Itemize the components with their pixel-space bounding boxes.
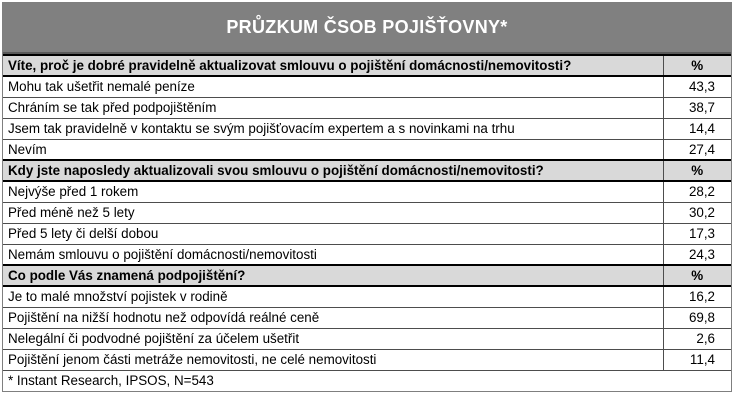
answer-value: 30,2	[663, 202, 731, 223]
answer-row	[3, 139, 731, 160]
answer-row	[3, 97, 731, 118]
answer-value: 11,4	[663, 349, 731, 370]
percent-header: %	[663, 55, 731, 76]
answer-value: 17,3	[663, 223, 731, 244]
answer-row	[3, 76, 731, 97]
answer-row	[3, 223, 731, 244]
percent-header: %	[663, 160, 731, 181]
source-footnote: * Instant Research, IPSOS, N=543	[8, 372, 214, 388]
answer-row	[3, 118, 731, 139]
answer-row	[3, 349, 731, 370]
answer-label: Nejvýše před 1 rokem	[3, 181, 663, 202]
answer-label: Před méně než 5 lety	[3, 202, 663, 223]
answer-row	[3, 307, 731, 328]
answer-label: Pojištění na nižší hodnotu než odpovídá reálné ceně	[3, 307, 663, 328]
answer-row	[3, 328, 731, 349]
answer-row	[3, 181, 731, 202]
answer-label: Před 5 lety či delší dobou	[3, 223, 663, 244]
answer-label: Pojištění jenom části metráže nemovitosti, ne celé nemovitosti	[3, 349, 663, 370]
survey-title: PRŮZKUM ČSOB POJIŠŤOVNY*	[3, 3, 731, 54]
answer-row	[3, 286, 731, 307]
answer-label: Jsem tak pravidelně v kontaktu se svým pojišťovacím expertem a s novinkami na trhu	[3, 118, 663, 139]
answer-value: 28,2	[663, 181, 731, 202]
question-text: Kdy jste naposledy aktualizovali svou smlouvu o pojištění domácnosti/nemovitosti?	[3, 160, 663, 181]
answer-label: Nevím	[3, 139, 663, 160]
answer-label: Mohu tak ušetřit nemalé peníze	[3, 76, 663, 97]
answer-label: Chráním se tak před podpojištěním	[3, 97, 663, 118]
answer-value: 14,4	[663, 118, 731, 139]
answer-value: 16,2	[663, 286, 731, 307]
question-row	[3, 265, 731, 286]
answer-value: 27,4	[663, 139, 731, 160]
question-text: Co podle Vás znamená podpojištění?	[3, 265, 663, 286]
survey-results-table	[3, 54, 731, 371]
answer-value: 38,7	[663, 97, 731, 118]
answer-value: 69,8	[663, 307, 731, 328]
answer-row	[3, 202, 731, 223]
question-text: Víte, proč je dobré pravidelně aktualizovat smlouvu o pojištění domácnosti/nemovitosti?	[3, 55, 663, 76]
question-row	[3, 55, 731, 76]
answer-value: 2,6	[663, 328, 731, 349]
answer-row	[3, 244, 731, 265]
answer-label: Je to malé množství pojistek v rodině	[3, 286, 663, 307]
survey-table-card	[2, 2, 732, 392]
question-row	[3, 160, 731, 181]
percent-header: %	[663, 265, 731, 286]
answer-value: 24,3	[663, 244, 731, 265]
answer-label: Nelegální či podvodné pojištění za účelem ušetřit	[3, 328, 663, 349]
answer-label: Nemám smlouvu o pojištění domácnosti/nemovitosti	[3, 244, 663, 265]
answer-value: 43,3	[663, 76, 731, 97]
